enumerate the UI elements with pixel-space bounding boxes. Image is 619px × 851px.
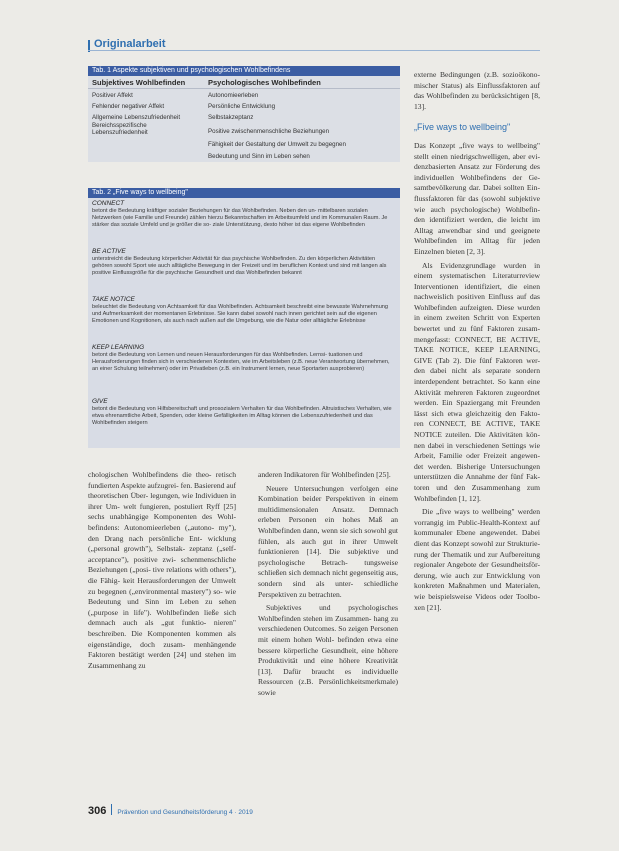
section-heading: BE ACTIVE [92,248,126,255]
table-1-cell: Allgemeine Lebenszufriedenheit [92,114,181,121]
section-body: betont die Bedeutung kräftiger sozialer Beziehungen für das Wohlbefinden. Neben den un- mittelbaren sozialen Netzwerken (wie Familie und Freunde) zählen hierzu Bekanntschaften im Arbeitsumfeld und im Kommunalen Raum. Je stärker das soziale Umfeld und je größer die so- ziale Unterstützung, desto höher ist das eigene Wohlbefinden [92,208,388,229]
table-1-caption-bar [88,66,400,76]
paragraph: Das Konzept „five ways to wellbeing" stellt einen niedrigschwelligen, aber evi- denzbasierten Ansatz zur Förderung des individuellen Wohlbefindens der Ge- samtbevölkerung dar. Dabei sollten Ein- flussfaktoren für das (sowohl subjektive wie auch psychologische) Wohlbefin- den identifiziert werden, die leicht im Alltag anwendbar sind und geeignete Wohlbefinden im Alltag für jeden Einzelnen bieten [2, 3]. [414,140,540,256]
tab2-section-take-notice [92,296,396,326]
section-body: beleuchtet die Bedeutung von Achtsamkeit für das Wohlbefinden. Achtsamkeit beschreibt eine bewusste Wahrnehmung und Aufmerksamkeit der momentanen Erlebnisse. Sie kann dabei sowohl nach innen gerichtet sein auf die eigenen Emotionen und Kognitionen, als auch nach außen auf die Umgebung, wie die Natur oder alltägliche Erlebnisse [92,304,389,325]
table-1-cell: Selbstakzeptanz [208,114,254,121]
paragraph: Die „five ways to wellbeing" werden vorrangig im Public-Health-Kontext auf kommunaler Ebene angewendet. Dabei dient das Konzept sowohl zur Strukturie- rung der Thematik und zur Aufbereitung regionaler Angebote der Gesundheitsför- derung, wie auch zur Entwicklung von konkreten Maßnahmen und Materialen, wie beispielsweise Videos oder Toolbo- xen [21]. [414,507,540,612]
section-body: betont die Bedeutung von Hilfsbereitschaft und prosozialem Verhalten für das Wohlbefinden. Altruistisches Verhalten, wie etwa ehrenamtliche Arbeit, Spenden, oder kleine Gefälligkeiten im Alltag können die Lebenszufriedenheit und das Wohlbefinden steigern [92,406,392,427]
tab2-section-keep-learning [92,344,396,374]
page-footer [88,801,253,819]
paragraph: anderen Indikatoren für Wohlbefinden [25]. [258,470,391,479]
tab2-section-connect [92,200,396,230]
section-body: unterstreicht die Bedeutung körperlicher Aktivität für das psychische Wohlbefinden. Zu den körperlichen Aktivitäten gehören sowohl Sport wie auch alltägliche Bewegung in der Freizeit und im beruflichen Kontext und sind mit langen als positive Einflussgröße für die psychische Gesundheit und das Wohlbefinden bekannt [92,256,387,277]
table-1-cell: Positive zwischenmenschliche Beziehungen [208,128,330,135]
paragraph: Als Evidenzgrundlage wurden in einem systematischen Literaturreview Interventionen identifiziert, die einen nachweislich positiven Einfluss auf das Wohlbefinden aufzeigten. Diese wurden in einem zweiten Schritt von Experten bewertet und zu fünf Faktoren zusam- mengefasst: CONNECT, BE ACTIVE, TAKE NOTICE, KEEP LEARNING, GIVE (Tab 2). Die fünf Faktoren wer- den dabei nicht als separate sondern interdependent betrachtet. So kann eine Aktivität mehreren Faktoren zugeordnet werden. Ein Spaziergang mit Freunden lässt sich etwa gleichzeitig den Fakto- ren CONNECT, BE ACTIVE, TAKE NOTICE zuteilen. Die Aktivitäten kön- nen dabei in verschiedenen Settings wie Arbeit, Familie oder Freizeit angewen- det werden. Bisherige Untersuchungen unterstützen die Annahme der fünf Fak- toren und den Zusammenhang zum Wohlbefinden [1, 12]. [414,260,540,503]
table-1-cell: Fehlender negativer Affekt [92,103,165,110]
table-1-cell: Bereichsspezifische Lebenszufriedenheit [92,122,148,136]
paragraph: Neuere Untersuchungen verfolgen eine Kombination beider Perspektiven in einem multidimensionalen Ansatz. Demnach erleben Personen ein hohes Maß an Wohlbefinden dann, wenn sie sich sowohl gut fühlen, als auch gut in ihrer Umwelt funktionieren [14]. Die subjektive und psychologische Betrach- tungsweise schließen sich demnach nicht gegenseitig aus, sondern sind als unter- schiedliche Perspektiven zu betrachten. [258,483,398,599]
section-body: betont die Bedeutung von Lernen und neuen Herausforderungen für das Wohlbefinden. Lernsi- tuationen und Herausforderungen finden sich in verschiedenen Kontexten, wie im Arbeitsleben (z.B. neue Verantwortung übernehmen, an einer Schulung teilnehmen) oder im Privatleben (z.B. ein Instrument lernen, neue Sportarten ausprobieren) [92,352,390,373]
table-1 [88,66,400,162]
section-heading: TAKE NOTICE [92,296,135,303]
paragraph: chologischen Wohlbefindens die theo- retisch fundierten Aspekte aufzugrei- fen. Basierend auf theoretischen Über- legungen, wie Individuen in ihrer Um- welt fungieren, postuliert Ryff [25] sechs unabhängige Komponenten des Wohl- befindens: Autonomieerleben („autono- my"), den Drang nach persönliche Ent- wicklung („personal growth"), Selbstak- zeptanz („self-acceptance"), positive zwi- schenmenschliche Beziehungen („posi- tive relations with others"), die Fähig- keit Herausforderungen der Umwelt zu begegnen („environmental mastery") so- wie Bedeutung und Sinn im Leben zu sehen („purpose in life"). Wohlbefinden ließe sich demnach auch als „gut funktio- nieren" beschreiben. Die Komponenten kommen als eigenständige, doch zusam- menhängende Faktoren bestätigt werden [24] und stehen im Zusammenhang zu [88,470,237,670]
table-1-cell: Bedeutung und Sinn im Leben sehen [208,153,310,160]
tab2-section-be-active [92,248,396,278]
table-2-caption-bar [88,188,400,198]
table-2 [88,188,400,448]
paragraph: externe Bedingungen (z.B. sozioökono- mischer Status) als Einflussfaktoren auf das Wohlbefinden zu berücksichtigen [8, 13]. [414,70,540,111]
table-1-cell: Fähigkeit der Gestaltung der Umwelt zu begegnen [208,141,346,148]
body-column-middle [258,470,398,701]
footer-separator [111,804,112,815]
section-heading: KEEP LEARNING [92,344,145,351]
subheading: „Five ways to wellbeing" [414,122,511,133]
section-title: Originalarbeit [94,38,166,50]
section-heading: CONNECT [92,200,125,207]
paragraph: Subjektives und psychologisches Wohlbefinden stehen im Zusammen- hang zu verschiedenen Outcomes. So zeigen Personen mit einem hohen Wohl- befinden etwa eine bessere körperliche Gesundheit, eine höhere Produktivität und eine höhere Kreativität [13]. Dafür braucht es individuelle Ressourcen (z.B. Persönlichkeitsmerkmale) sowie [258,603,398,697]
table-1-caption: Tab. 1 Aspekte subjektiven und psychologischen Wohlbefindens [92,67,291,74]
body-column-left [88,470,236,674]
table-1-divider [88,88,400,89]
table-1-col2-header: Psychologisches Wohlbefinden [208,78,321,87]
page-number: 306 [88,805,107,817]
table-1-cell: Autonomieerleben [208,92,259,99]
table-1-col1-header: Subjektives Wohlbefinden [92,78,186,87]
table-1-cell: Positiver Affekt [92,92,133,99]
journal-name: Prävention und Gesundheitsförderung 4 · 2019 [117,809,253,816]
table-2-caption: Tab. 2 „Five ways to wellbeing" [92,189,188,196]
header-rule [88,50,540,51]
body-column-right [414,70,540,616]
tab2-section-give [92,398,396,428]
section-heading: GIVE [92,398,108,405]
table-1-cell: Persönliche Entwicklung [208,103,276,110]
